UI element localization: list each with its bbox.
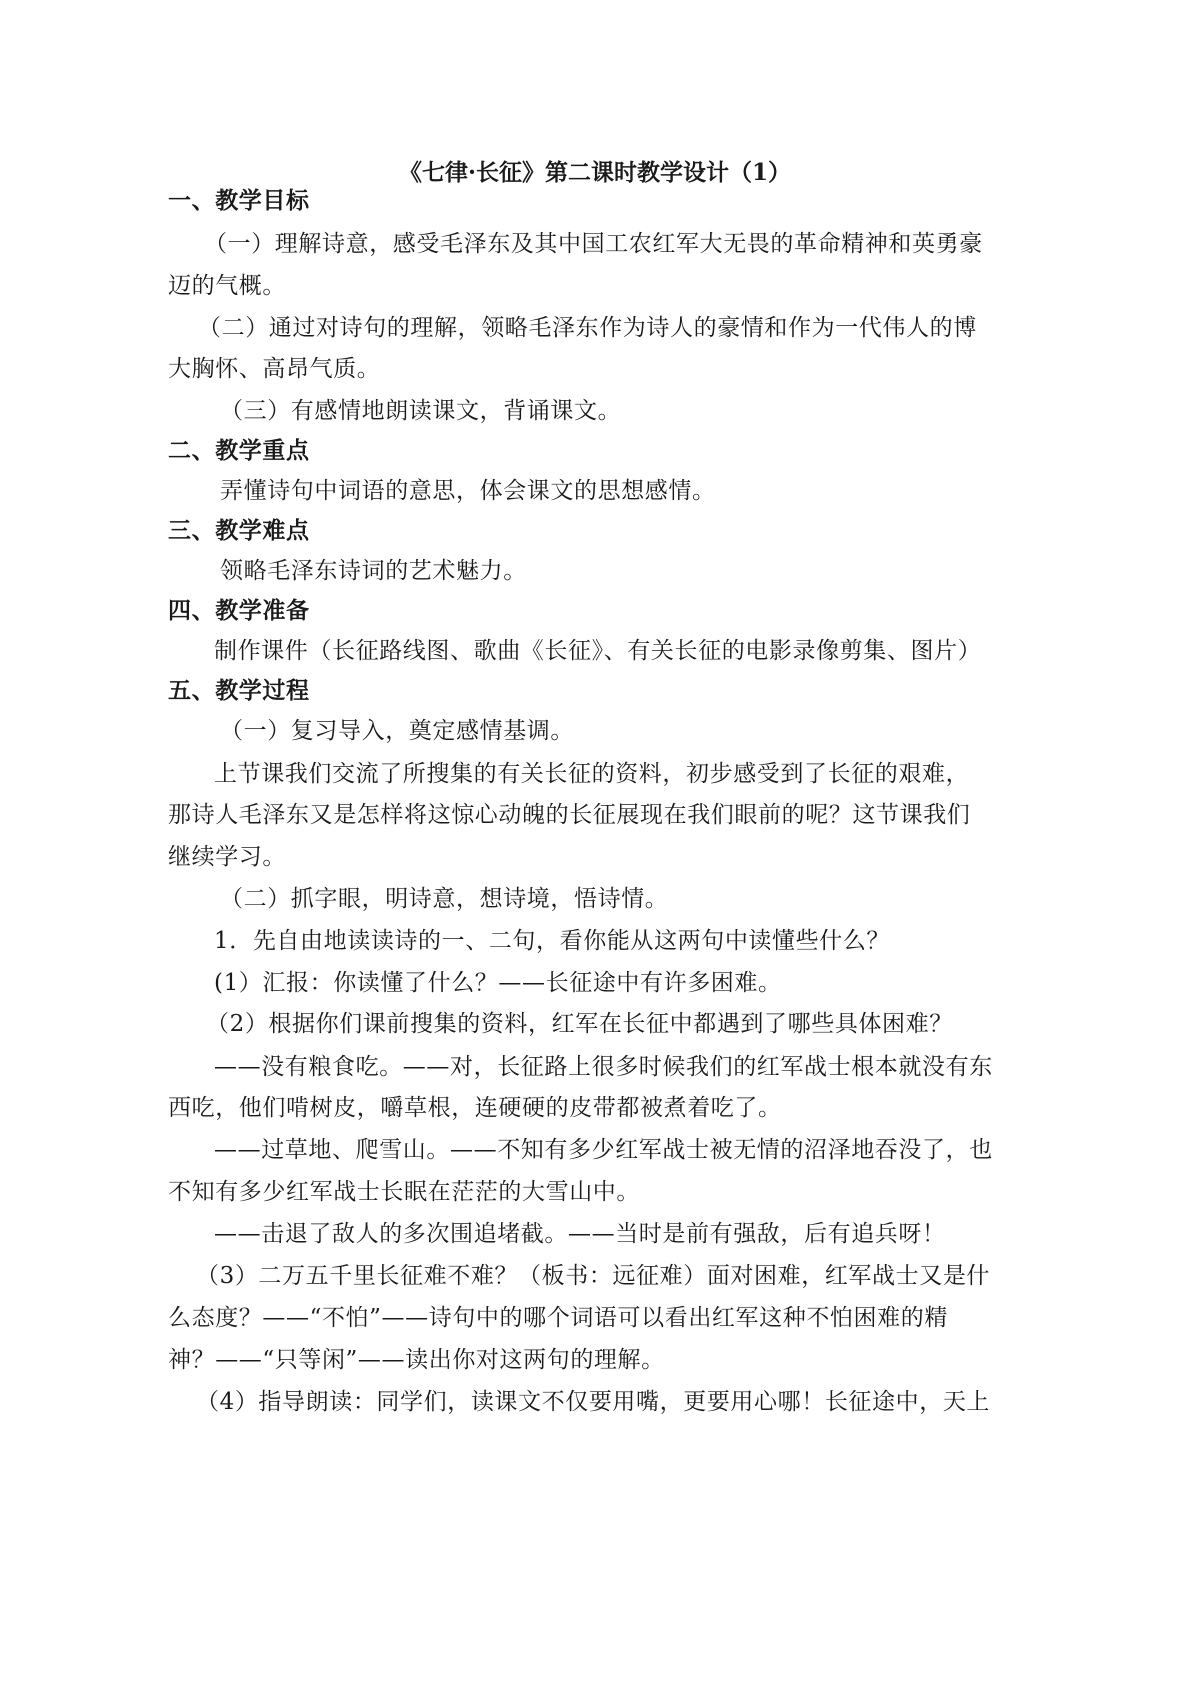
paragraph-line: 么态度？——“不怕”——诗句中的哪个词语可以看出红军这种不怕困难的精 (168, 1305, 948, 1331)
paragraph-line: （一）复习导入，奠定感情基调。 (220, 718, 574, 744)
paragraph-line: 弄懂诗句中词语的意思，体会课文的思想感情。 (220, 478, 716, 504)
paragraph-line: （2）根据你们课前搜集的资料，红军在长征中都遇到了哪些具体困难？ (206, 1011, 953, 1037)
paragraph-line: 1．先自由地读读诗的一、二句，看你能从这两句中读懂些什么？ (214, 928, 891, 954)
section-heading-preparation: 四、教学准备 (168, 597, 310, 624)
paragraph-line: 西吃，他们啃树皮，嚼草根，连硬硬的皮带都被煮着吃了。 (168, 1095, 782, 1121)
paragraph-line: （二）抓字眼，明诗意，想诗境，悟诗情。 (220, 886, 669, 912)
paragraph-line: （3）二万五千里长征难不难？（板书：远征难）面对困难，红军战士又是什 (196, 1263, 991, 1289)
paragraph-line: ——击退了敌人的多次围追堵截。——当时是前有强敌，后有追兵呀！ (214, 1221, 946, 1247)
paragraph-line: （三）有感情地朗读课文，背诵课文。 (220, 398, 622, 424)
paragraph-line: (1）汇报：你读懂了什么？——长征途中有许多困难。 (214, 970, 782, 996)
paragraph-line: ——没有粮食吃。——对，长征路上很多时候我们的红军战士根本就没有东 (214, 1054, 993, 1080)
paragraph-line: 不知有多少红军战士长眠在茫茫的大雪山中。 (168, 1179, 640, 1205)
section-heading-objectives: 一、教学目标 (168, 187, 310, 214)
paragraph-line: ——过草地、爬雪山。——不知有多少红军战士被无情的沼泽地吞没了，也 (214, 1137, 993, 1163)
document-title: 《七律·长征》第二课时教学设计（1） (398, 159, 791, 186)
paragraph-line: （二）通过对诗句的理解，领略毛泽东作为诗人的豪情和作为一代伟人的博 (198, 315, 977, 341)
paragraph-line: （4）指导朗读：同学们，读课文不仅要用嘴，更要用心哪！长征途中，天上 (196, 1389, 991, 1415)
paragraph-line: （一）理解诗意，感受毛泽东及其中国工农红军大无畏的革命精神和英勇豪 (204, 231, 983, 257)
paragraph-line: 上节课我们交流了所搜集的有关长征的资料，初步感受到了长征的艰难， (214, 761, 970, 787)
section-heading-process: 五、教学过程 (168, 677, 310, 704)
section-heading-difficulties: 三、教学难点 (168, 517, 310, 544)
paragraph-line: 大胸怀、高昂气质。 (168, 356, 381, 382)
section-heading-key-points: 二、教学重点 (168, 437, 310, 464)
paragraph-line: 领略毛泽东诗词的艺术魅力。 (220, 558, 527, 584)
paragraph-line: 迈的气概。 (168, 273, 286, 299)
paragraph-line: 那诗人毛泽东又是怎样将这惊心动魄的长征展现在我们眼前的呢？这节课我们 (168, 802, 971, 828)
paragraph-line: 继续学习。 (168, 844, 286, 870)
paragraph-line: 制作课件（长征路线图、歌曲《长征》、有关长征的电影录像剪集、图片） (214, 638, 982, 664)
paragraph-line: 神？——“只等闲”——读出你对这两句的理解。 (168, 1347, 665, 1373)
